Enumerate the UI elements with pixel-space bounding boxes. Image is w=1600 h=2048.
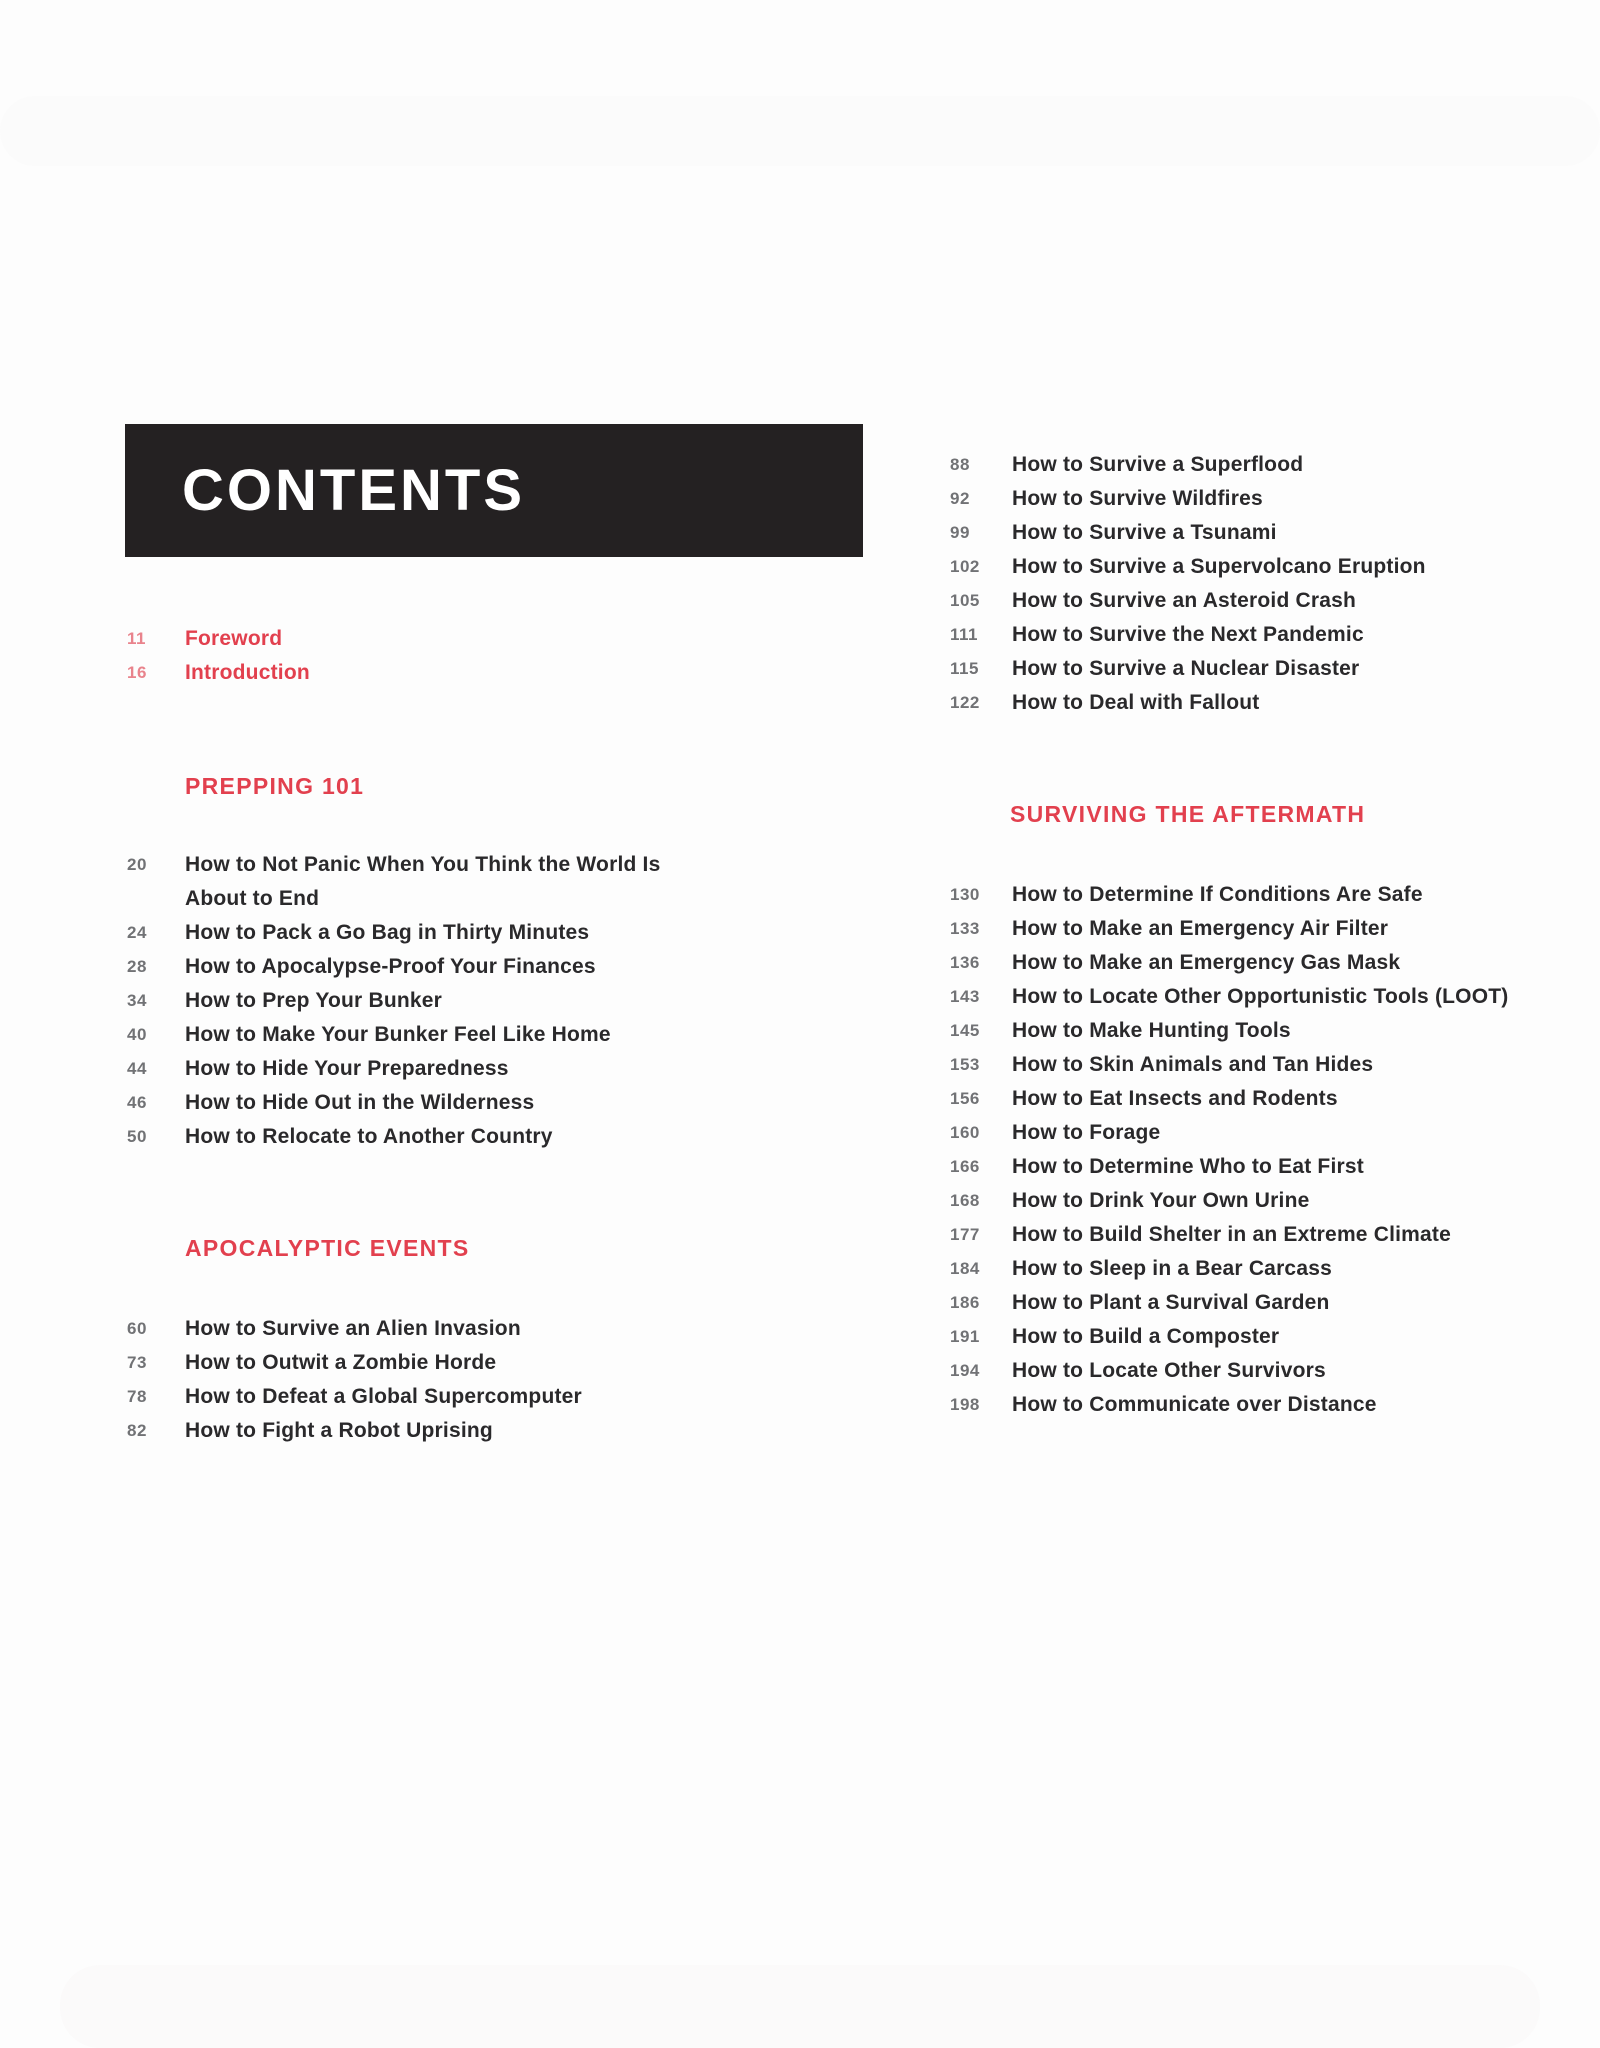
toc-entry-title: How to Survive a Tsunami: [1012, 521, 1277, 544]
toc-entry: [127, 1120, 675, 1154]
toc-entry: [127, 1346, 675, 1380]
apocalyptic-events-continued-list: [950, 448, 1578, 720]
toc-entry-title: How to Hide Your Preparedness: [185, 1057, 509, 1080]
toc-entry-page-number: 177: [950, 1225, 980, 1244]
prepping-101-list: [127, 848, 675, 1154]
toc-entry-page-number: 198: [950, 1395, 980, 1414]
toc-entry-page-number: 11: [127, 629, 146, 648]
toc-entry-page-number: 133: [950, 919, 980, 938]
toc-entry-title: How to Survive a Supervolcano Eruption: [1012, 555, 1426, 578]
toc-entry-title: How to Make an Emergency Air Filter: [1012, 917, 1389, 940]
toc-entry: [127, 984, 675, 1018]
toc-entry-page-number: 122: [950, 693, 980, 712]
toc-entry-page-number: 34: [127, 991, 147, 1010]
toc-entry-page-number: 88: [950, 455, 970, 474]
toc-entry-page-number: 40: [127, 1025, 147, 1044]
toc-entry: [127, 1414, 675, 1448]
toc-entry: [127, 1052, 675, 1086]
toc-entry-page-number: 184: [950, 1259, 980, 1278]
toc-entry: [127, 950, 675, 984]
toc-entry-page-number: 153: [950, 1055, 980, 1074]
toc-entry-page-number: 20: [127, 855, 147, 874]
toc-entry-title: How to Fight a Robot Uprising: [185, 1419, 493, 1442]
toc-entry-title: How to Apocalypse-Proof Your Finances: [185, 955, 596, 978]
toc-entry-title: How to Survive an Asteroid Crash: [1012, 589, 1357, 612]
toc-entry-page-number: 102: [950, 557, 980, 576]
toc-entry: [950, 618, 1578, 652]
toc-entry-title: How to Make Your Bunker Feel Like Home: [185, 1023, 611, 1046]
toc-entry-page-number: 44: [127, 1059, 147, 1078]
toc-entry-page-number: 60: [127, 1319, 147, 1338]
toc-entry-page-number: 111: [950, 625, 978, 644]
toc-entry: [950, 584, 1578, 618]
toc-entry: [127, 916, 675, 950]
toc-entry: [950, 946, 1578, 980]
toc-entry-title: Foreword: [185, 627, 283, 650]
toc-entry: [950, 878, 1578, 912]
toc-entry-title: How to Deal with Fallout: [1012, 691, 1260, 714]
page-title: CONTENTS: [182, 457, 525, 523]
toc-entry-title: How to Prep Your Bunker: [185, 989, 443, 1012]
toc-entry-page-number: 156: [950, 1089, 980, 1108]
toc-entry: [950, 652, 1578, 686]
toc-entry-title: How to Survive Wildfires: [1012, 487, 1263, 510]
toc-entry: [127, 1086, 675, 1120]
scan-shading-top: [0, 96, 1600, 166]
toc-entry-title: How to Survive the Next Pandemic: [1012, 623, 1364, 646]
toc-entry: [950, 1082, 1578, 1116]
surviving-the-aftermath-list: [950, 878, 1578, 1422]
toc-entry-title: How to Sleep in a Bear Carcass: [1012, 1257, 1332, 1280]
toc-entry-title: How to Make Hunting Tools: [1012, 1019, 1291, 1042]
toc-entry-page-number: 105: [950, 591, 980, 610]
toc-entry: [950, 980, 1578, 1014]
toc-entry-title: How to Plant a Survival Garden: [1012, 1291, 1330, 1314]
toc-entry: [950, 1014, 1578, 1048]
toc-entry-page-number: 46: [127, 1093, 147, 1112]
toc-entry: [950, 482, 1578, 516]
toc-entry-page-number: 160: [950, 1123, 980, 1142]
toc-entry-page-number: 166: [950, 1157, 980, 1176]
toc-entry-page-number: 130: [950, 885, 980, 904]
toc-entry-page-number: 73: [127, 1353, 147, 1372]
toc-entry-title: How to Build Shelter in an Extreme Climate: [1012, 1223, 1451, 1246]
toc-entry-page-number: 92: [950, 489, 970, 508]
toc-entry-page-number: 50: [127, 1127, 147, 1146]
toc-entry: [950, 550, 1578, 584]
toc-entry-page-number: 168: [950, 1191, 980, 1210]
toc-entry-title: How to Drink Your Own Urine: [1012, 1189, 1310, 1212]
toc-entry: [950, 448, 1578, 482]
toc-entry-page-number: 28: [127, 957, 147, 976]
toc-entry: [950, 1150, 1578, 1184]
toc-entry-title: How to Survive a Nuclear Disaster: [1012, 657, 1360, 680]
toc-entry: [127, 848, 675, 916]
front-matter-list: [127, 622, 687, 690]
toc-entry-page-number: 115: [950, 659, 979, 678]
toc-entry: [950, 1048, 1578, 1082]
toc-entry-title: How to Communicate over Distance: [1012, 1393, 1377, 1416]
toc-entry: [950, 1218, 1578, 1252]
toc-entry-title: How to Survive an Alien Invasion: [185, 1317, 521, 1340]
toc-entry-title: How to Not Panic When You Think the World Is About to End: [185, 853, 661, 910]
toc-entry-title: How to Eat Insects and Rodents: [1012, 1087, 1338, 1110]
toc-entry: [127, 1312, 675, 1346]
toc-entry-page-number: 16: [127, 663, 147, 682]
toc-entry: [127, 1380, 675, 1414]
toc-entry-title: How to Skin Animals and Tan Hides: [1012, 1053, 1374, 1076]
contents-title-banner: [125, 424, 863, 557]
toc-entry-title: How to Locate Other Opportunistic Tools (LOOT): [1012, 985, 1509, 1008]
section-heading-prepping-101: PREPPING 101: [185, 773, 365, 799]
toc-entry: [950, 1116, 1578, 1150]
toc-entry-title: How to Build a Composter: [1012, 1325, 1280, 1348]
toc-entry-page-number: 78: [127, 1387, 147, 1406]
apocalyptic-events-list: [127, 1312, 675, 1448]
toc-entry-page-number: 82: [127, 1421, 147, 1440]
scan-shading-bottom: [60, 1965, 1540, 2048]
toc-entry-title: How to Forage: [1012, 1121, 1161, 1144]
toc-entry-title: How to Make an Emergency Gas Mask: [1012, 951, 1401, 974]
toc-entry-page-number: 145: [950, 1021, 980, 1040]
toc-entry-title: How to Relocate to Another Country: [185, 1125, 553, 1148]
toc-entry: [127, 622, 687, 656]
toc-entry-title: How to Determine If Conditions Are Safe: [1012, 883, 1423, 906]
toc-entry-title: How to Pack a Go Bag in Thirty Minutes: [185, 921, 590, 944]
toc-entry-title: How to Hide Out in the Wilderness: [185, 1091, 535, 1114]
toc-entry-title: How to Survive a Superflood: [1012, 453, 1304, 476]
toc-entry-page-number: 99: [950, 523, 970, 542]
toc-entry-page-number: 186: [950, 1293, 980, 1312]
toc-entry: [950, 1320, 1578, 1354]
toc-entry: [950, 1184, 1578, 1218]
toc-entry-title: How to Determine Who to Eat First: [1012, 1155, 1364, 1178]
toc-entry: [950, 912, 1578, 946]
toc-entry: [950, 1286, 1578, 1320]
toc-entry: [127, 656, 687, 690]
toc-entry: [950, 686, 1578, 720]
toc-entry-page-number: 194: [950, 1361, 980, 1380]
toc-entry-page-number: 191: [950, 1327, 980, 1346]
toc-entry: [950, 1252, 1578, 1286]
toc-entry: [950, 516, 1578, 550]
toc-entry-title: How to Defeat a Global Supercomputer: [185, 1385, 582, 1408]
toc-entry-page-number: 136: [950, 953, 980, 972]
toc-entry-title: How to Locate Other Survivors: [1012, 1359, 1326, 1382]
toc-entry-page-number: 143: [950, 987, 980, 1006]
toc-entry-title: Introduction: [185, 661, 310, 684]
toc-entry-page-number: 24: [127, 923, 147, 942]
section-heading-surviving-the-aftermath: SURVIVING THE AFTERMATH: [1010, 801, 1366, 827]
toc-entry: [950, 1354, 1578, 1388]
toc-entry: [950, 1388, 1578, 1422]
section-heading-apocalyptic-events: APOCALYPTIC EVENTS: [185, 1235, 470, 1261]
toc-entry-title: How to Outwit a Zombie Horde: [185, 1351, 497, 1374]
toc-entry: [127, 1018, 675, 1052]
